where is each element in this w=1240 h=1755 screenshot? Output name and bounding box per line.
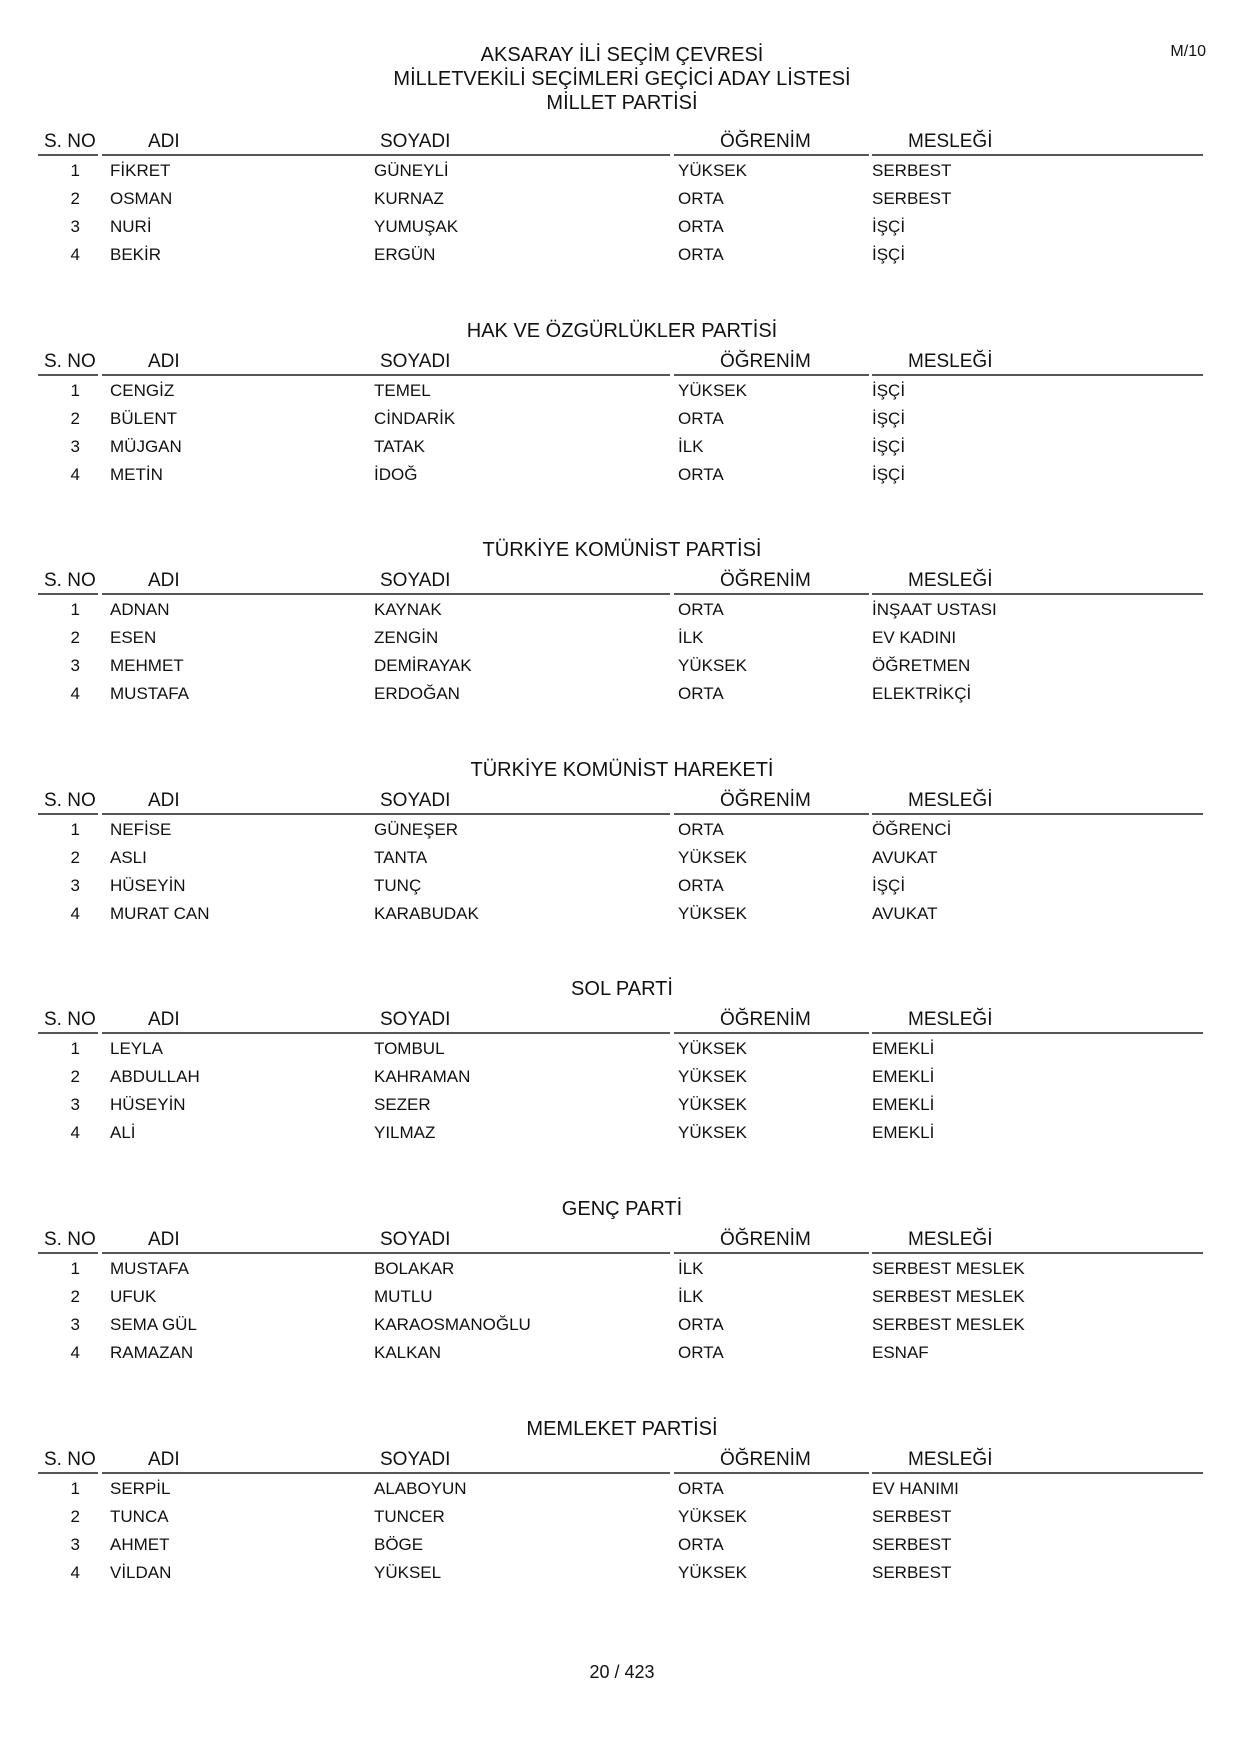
- candidate-ogrenim: ORTA: [678, 600, 724, 620]
- candidate-no: 3: [70, 217, 80, 236]
- column-header-ogrenim: [674, 788, 869, 815]
- candidate-ogrenim: ORTA: [678, 1314, 724, 1334]
- candidate-adi: BEKİR: [110, 245, 162, 264]
- candidate-adi: SERPİL: [110, 1478, 171, 1498]
- column-header-no-label: S. NO: [44, 789, 96, 811]
- candidate-no: 2: [70, 628, 80, 648]
- candidate-adi: MUSTAFA: [110, 1258, 190, 1278]
- candidate-meslegi: SERBEST MESLEK: [872, 1314, 1025, 1334]
- table-row: [38, 1095, 1203, 1123]
- candidate-soyadi: KARAOSMANOĞLU: [374, 1314, 531, 1334]
- candidate-adi: LEYLA: [110, 1039, 163, 1059]
- candidate-ogrenim: YÜKSEK: [678, 656, 747, 676]
- table-row: [38, 1259, 1203, 1287]
- candidate-adi: MURAT CAN: [110, 903, 210, 923]
- candidate-soyadi: YUMUŞAK: [374, 217, 459, 236]
- candidate-no: 1: [70, 1478, 80, 1498]
- candidate-meslegi: İŞÇİ: [872, 436, 906, 456]
- document-header: [0, 43, 1240, 115]
- table-header: [38, 1007, 1203, 1033]
- column-header-no: [38, 788, 98, 815]
- candidate-adi: MUSTAFA: [110, 684, 190, 704]
- candidate-soyadi: DEMİRAYAK: [374, 656, 472, 676]
- candidate-adi: MEHMET: [110, 656, 184, 676]
- table-row: [38, 904, 1203, 932]
- table-row: [38, 1315, 1203, 1343]
- column-header-meslegi: [872, 568, 1203, 595]
- column-header-meslegi-label: MESLEĞİ: [908, 350, 993, 372]
- candidate-meslegi: AVUKAT: [872, 903, 938, 923]
- candidate-soyadi: YÜKSEL: [374, 1562, 442, 1582]
- candidate-soyadi: SEZER: [374, 1095, 431, 1115]
- column-header-meslegi: [872, 788, 1203, 815]
- party-section: [38, 319, 1203, 566]
- party-title: TÜRKİYE KOMÜNİST HAREKETİ: [470, 758, 774, 781]
- party-section: [38, 126, 1203, 346]
- column-header-ogrenim: [674, 349, 869, 376]
- table-header: [38, 788, 1203, 814]
- table-row: [38, 600, 1203, 628]
- party-title: GENÇ PARTİ: [561, 1197, 683, 1220]
- column-header-adi-label: ADI: [148, 789, 180, 811]
- candidate-adi: MÜJGAN: [110, 436, 182, 456]
- column-header-ogrenim-label: ÖĞRENİM: [720, 131, 811, 152]
- candidate-meslegi: ELEKTRİKÇİ: [872, 684, 972, 704]
- table-row: [38, 656, 1203, 684]
- candidate-no: 1: [70, 1039, 80, 1059]
- table-header: [38, 1227, 1203, 1253]
- table-row: [38, 381, 1203, 409]
- candidate-ogrenim: YÜKSEK: [678, 380, 747, 400]
- document-code: M/10: [1170, 43, 1206, 60]
- candidate-soyadi: TANTA: [374, 847, 428, 867]
- column-header-no: [38, 1227, 98, 1254]
- candidate-soyadi: TATAK: [374, 436, 425, 456]
- column-header-no: [38, 129, 98, 156]
- column-header-soyadi-label: SOYADI: [380, 789, 451, 811]
- candidate-adi: HÜSEYİN: [110, 875, 186, 895]
- candidate-meslegi: İŞÇİ: [872, 408, 906, 428]
- column-header-soyadi: [370, 788, 670, 815]
- column-header-meslegi-label: MESLEĞİ: [908, 1448, 993, 1470]
- candidate-ogrenim: ORTA: [678, 408, 724, 428]
- candidate-adi: ESEN: [110, 628, 157, 648]
- candidate-soyadi: KALKAN: [374, 1342, 442, 1362]
- column-header-soyadi: [370, 1007, 670, 1034]
- candidate-soyadi: KAHRAMAN: [374, 1067, 471, 1087]
- party-section: [38, 1417, 1203, 1664]
- party-section: [38, 978, 1203, 1224]
- column-header-no: [38, 349, 98, 376]
- party-section: [38, 758, 1203, 1005]
- candidate-no: 4: [70, 245, 80, 264]
- column-header-meslegi: [872, 1447, 1203, 1474]
- candidate-meslegi: İŞÇİ: [872, 875, 906, 895]
- column-header-soyadi-label: SOYADI: [380, 131, 451, 152]
- table-row: [38, 1287, 1203, 1315]
- table-row: [38, 161, 1203, 189]
- candidate-ogrenim: ORTA: [678, 1478, 724, 1498]
- candidate-meslegi: İŞÇİ: [872, 245, 906, 264]
- candidate-ogrenim: ORTA: [678, 684, 724, 704]
- candidate-adi: RAMAZAN: [110, 1342, 194, 1362]
- candidate-adi: CENGİZ: [110, 380, 175, 400]
- candidate-soyadi: ERDOĞAN: [374, 684, 460, 704]
- column-header-soyadi: [370, 1447, 670, 1474]
- candidate-no: 3: [70, 656, 80, 676]
- column-header-meslegi-label: MESLEĞİ: [908, 131, 993, 152]
- candidate-soyadi: CİNDARİK: [374, 408, 456, 428]
- column-header-no-label: S. NO: [44, 1009, 96, 1031]
- table-row: [38, 876, 1203, 904]
- candidate-ogrenim: YÜKSEK: [678, 847, 747, 867]
- column-header-meslegi: [872, 349, 1203, 376]
- candidate-soyadi: TOMBUL: [374, 1039, 445, 1059]
- candidate-ogrenim: İLK: [678, 1258, 704, 1278]
- column-header-no-label: S. NO: [44, 1448, 96, 1470]
- candidate-adi: NEFİSE: [110, 819, 172, 839]
- table-row: [38, 820, 1203, 848]
- table-row: [38, 1039, 1203, 1067]
- party-section: [38, 539, 1203, 785]
- candidate-adi: FİKRET: [110, 161, 171, 180]
- candidate-ogrenim: ORTA: [678, 1342, 724, 1362]
- table-row: [38, 628, 1203, 656]
- party-title: SOL PARTİ: [571, 978, 673, 1001]
- candidate-no: 4: [70, 1123, 80, 1143]
- column-header-adi-label: ADI: [148, 570, 180, 592]
- party-sections: [38, 126, 1203, 1663]
- candidate-meslegi: SERBEST MESLEK: [872, 1286, 1025, 1306]
- candidate-no: 2: [70, 1286, 80, 1306]
- column-header-soyadi-label: SOYADI: [380, 1228, 451, 1250]
- candidate-no: 3: [70, 1095, 80, 1115]
- column-header-soyadi-label: SOYADI: [380, 350, 451, 372]
- candidate-adi: METİN: [110, 464, 163, 484]
- table-row: [38, 1507, 1203, 1535]
- candidate-adi: ALİ: [110, 1123, 136, 1143]
- column-header-adi: [102, 1227, 402, 1254]
- column-header-ogrenim-label: ÖĞRENİM: [720, 1448, 811, 1470]
- candidate-no: 3: [70, 436, 80, 456]
- column-header-soyadi: [370, 568, 670, 595]
- candidate-meslegi: AVUKAT: [872, 847, 938, 867]
- table-header: [38, 349, 1203, 375]
- table-row: [38, 409, 1203, 437]
- candidate-no: 4: [70, 464, 80, 484]
- candidate-soyadi: ALABOYUN: [374, 1478, 467, 1498]
- candidate-ogrenim: YÜKSEK: [678, 161, 747, 180]
- candidate-no: 1: [70, 1258, 80, 1278]
- column-header-ogrenim-label: ÖĞRENİM: [720, 789, 811, 811]
- candidate-soyadi: KARABUDAK: [374, 903, 479, 923]
- title-line-province: AKSARAY İLİ SEÇİM ÇEVRESİ: [480, 44, 764, 66]
- candidate-adi: VİLDAN: [110, 1562, 172, 1582]
- table-row: [38, 1343, 1203, 1371]
- candidate-meslegi: EV HANIMI: [872, 1478, 959, 1498]
- column-header-meslegi: [872, 1227, 1203, 1254]
- candidate-meslegi: SERBEST: [872, 189, 952, 208]
- candidate-meslegi: EMEKLİ: [872, 1067, 935, 1087]
- column-header-soyadi: [370, 1227, 670, 1254]
- column-header-no-label: S. NO: [44, 131, 96, 152]
- candidate-meslegi: SERBEST: [872, 1506, 952, 1526]
- table-row: [38, 465, 1203, 493]
- column-header-meslegi-label: MESLEĞİ: [908, 570, 993, 592]
- column-header-adi-label: ADI: [148, 350, 180, 372]
- column-header-no: [38, 1007, 98, 1034]
- column-header-no-label: S. NO: [44, 1228, 96, 1250]
- candidate-meslegi: İŞÇİ: [872, 217, 906, 236]
- candidate-meslegi: ESNAF: [872, 1342, 929, 1362]
- table-row: [38, 1479, 1203, 1507]
- candidate-soyadi: TUNÇ: [374, 875, 422, 895]
- party-title: MEMLEKET PARTİSİ: [526, 1417, 718, 1440]
- candidate-adi: OSMAN: [110, 189, 173, 208]
- title-line-list: MİLLETVEKİLİ SEÇİMLERİ GEÇİCİ ADAY LİSTESİ: [393, 68, 851, 90]
- candidate-meslegi: SERBEST: [872, 1534, 952, 1554]
- party-title: HAK VE ÖZGÜRLÜKLER PARTİSİ: [466, 319, 778, 342]
- column-header-no-label: S. NO: [44, 350, 96, 372]
- candidate-no: 2: [70, 1067, 80, 1087]
- candidate-ogrenim: YÜKSEK: [678, 1039, 747, 1059]
- table-row: [38, 437, 1203, 465]
- column-header-soyadi-label: SOYADI: [380, 570, 451, 592]
- candidate-no: 4: [70, 903, 80, 923]
- candidate-soyadi: MUTLU: [374, 1286, 433, 1306]
- candidate-soyadi: BÖGE: [374, 1534, 424, 1554]
- candidate-soyadi: ERGÜN: [374, 245, 436, 264]
- table-header: [38, 568, 1203, 594]
- candidate-no: 4: [70, 1562, 80, 1582]
- candidate-ogrenim: YÜKSEK: [678, 1506, 747, 1526]
- candidate-soyadi: TUNCER: [374, 1506, 445, 1526]
- candidate-ogrenim: YÜKSEK: [678, 1067, 747, 1087]
- column-header-adi: [102, 349, 402, 376]
- candidate-soyadi: KAYNAK: [374, 600, 442, 620]
- candidate-no: 2: [70, 1506, 80, 1526]
- candidate-soyadi: TEMEL: [374, 380, 431, 400]
- column-header-soyadi: [370, 129, 670, 156]
- table-row: [38, 189, 1203, 217]
- table-row: [38, 684, 1203, 712]
- candidate-ogrenim: YÜKSEK: [678, 903, 747, 923]
- party-section: [38, 1197, 1203, 1444]
- candidate-ogrenim: ORTA: [678, 819, 724, 839]
- candidate-soyadi: GÜNEYLİ: [374, 161, 449, 180]
- candidate-soyadi: GÜNEŞER: [374, 819, 459, 839]
- title-line-first-party: MİLLET PARTİSİ: [546, 92, 698, 114]
- page-number: 20 / 423: [589, 1662, 655, 1682]
- candidate-soyadi: ZENGİN: [374, 628, 439, 648]
- table-row: [38, 1563, 1203, 1591]
- table-row: [38, 1123, 1203, 1151]
- candidate-no: 1: [70, 600, 80, 620]
- column-header-no: [38, 568, 98, 595]
- candidate-meslegi: EV KADINI: [872, 628, 957, 648]
- table-row: [38, 1535, 1203, 1563]
- candidate-adi: ADNAN: [110, 600, 170, 620]
- candidate-soyadi: BOLAKAR: [374, 1258, 455, 1278]
- column-header-ogrenim-label: ÖĞRENİM: [720, 570, 811, 592]
- candidate-ogrenim: ORTA: [678, 464, 724, 484]
- candidate-no: 3: [70, 1534, 80, 1554]
- candidate-adi: BÜLENT: [110, 408, 178, 428]
- table-row: [38, 848, 1203, 876]
- candidate-ogrenim: İLK: [678, 436, 704, 456]
- candidate-meslegi: ÖĞRENCİ: [872, 819, 952, 839]
- candidate-soyadi: YILMAZ: [374, 1123, 436, 1143]
- table-row: [38, 217, 1203, 245]
- candidate-adi: ASLI: [110, 847, 147, 867]
- column-header-no-label: S. NO: [44, 570, 96, 592]
- column-header-ogrenim-label: ÖĞRENİM: [720, 350, 811, 372]
- column-header-adi-label: ADI: [148, 1009, 180, 1031]
- candidate-no: 2: [70, 189, 80, 208]
- candidate-ogrenim: ORTA: [678, 875, 724, 895]
- candidate-no: 3: [70, 1314, 80, 1334]
- candidate-ogrenim: YÜKSEK: [678, 1123, 747, 1143]
- candidate-meslegi: EMEKLİ: [872, 1039, 935, 1059]
- candidate-meslegi: SERBEST MESLEK: [872, 1258, 1025, 1278]
- candidate-no: 3: [70, 875, 80, 895]
- column-header-soyadi: [370, 349, 670, 376]
- candidate-ogrenim: YÜKSEK: [678, 1095, 747, 1115]
- candidate-ogrenim: İLK: [678, 1286, 704, 1306]
- candidate-meslegi: İŞÇİ: [872, 380, 906, 400]
- column-header-meslegi-label: MESLEĞİ: [908, 1009, 993, 1031]
- column-header-ogrenim: [674, 568, 869, 595]
- column-header-adi: [102, 788, 402, 815]
- column-header-ogrenim: [674, 1007, 869, 1034]
- candidate-no: 1: [70, 380, 80, 400]
- column-header-adi: [102, 568, 402, 595]
- candidate-adi: TUNCA: [110, 1506, 169, 1526]
- column-header-ogrenim-label: ÖĞRENİM: [720, 1228, 811, 1250]
- table-row: [38, 245, 1203, 273]
- table-header: [38, 1447, 1203, 1473]
- column-header-meslegi-label: MESLEĞİ: [908, 1228, 993, 1250]
- candidate-meslegi: SERBEST: [872, 1562, 952, 1582]
- column-header-ogrenim-label: ÖĞRENİM: [720, 1009, 811, 1031]
- candidate-adi: NURİ: [110, 217, 152, 236]
- column-header-adi: [102, 1447, 402, 1474]
- candidate-adi: SEMA GÜL: [110, 1314, 197, 1334]
- candidate-meslegi: ÖĞRETMEN: [872, 656, 971, 676]
- candidate-adi: HÜSEYİN: [110, 1095, 186, 1115]
- column-header-meslegi: [872, 129, 1203, 156]
- column-header-adi-label: ADI: [148, 131, 180, 152]
- candidate-meslegi: EMEKLİ: [872, 1095, 935, 1115]
- candidate-no: 2: [70, 847, 80, 867]
- candidate-ogrenim: YÜKSEK: [678, 1562, 747, 1582]
- candidate-no: 4: [70, 1342, 80, 1362]
- column-header-no: [38, 1447, 98, 1474]
- candidate-meslegi: İŞÇİ: [872, 464, 906, 484]
- candidate-adi: ABDULLAH: [110, 1067, 200, 1087]
- candidate-soyadi: İDOĞ: [374, 464, 418, 484]
- column-header-soyadi-label: SOYADI: [380, 1009, 451, 1031]
- column-header-meslegi-label: MESLEĞİ: [908, 789, 993, 811]
- column-header-ogrenim: [674, 129, 869, 156]
- candidate-adi: AHMET: [110, 1534, 170, 1554]
- candidate-ogrenim: ORTA: [678, 217, 724, 236]
- candidate-ogrenim: ORTA: [678, 189, 724, 208]
- candidate-adi: UFUK: [110, 1286, 157, 1306]
- candidate-soyadi: KURNAZ: [374, 189, 444, 208]
- candidate-no: 1: [70, 819, 80, 839]
- candidate-ogrenim: ORTA: [678, 245, 724, 264]
- candidate-ogrenim: ORTA: [678, 1534, 724, 1554]
- candidate-no: 4: [70, 684, 80, 704]
- column-header-ogrenim: [674, 1227, 869, 1254]
- candidate-meslegi: SERBEST: [872, 161, 952, 180]
- candidate-ogrenim: İLK: [678, 628, 704, 648]
- column-header-adi: [102, 129, 402, 156]
- table-row: [38, 1067, 1203, 1095]
- column-header-meslegi: [872, 1007, 1203, 1034]
- candidate-no: 2: [70, 408, 80, 428]
- candidate-meslegi: EMEKLİ: [872, 1123, 935, 1143]
- column-header-ogrenim: [674, 1447, 869, 1474]
- column-header-adi-label: ADI: [148, 1448, 180, 1470]
- candidate-no: 1: [70, 161, 80, 180]
- candidate-meslegi: İNŞAAT USTASI: [872, 600, 997, 620]
- column-header-adi: [102, 1007, 402, 1034]
- table-header: [38, 129, 1203, 155]
- column-header-soyadi-label: SOYADI: [380, 1448, 451, 1470]
- column-header-adi-label: ADI: [148, 1228, 180, 1250]
- party-title: TÜRKİYE KOMÜNİST PARTİSİ: [482, 539, 762, 562]
